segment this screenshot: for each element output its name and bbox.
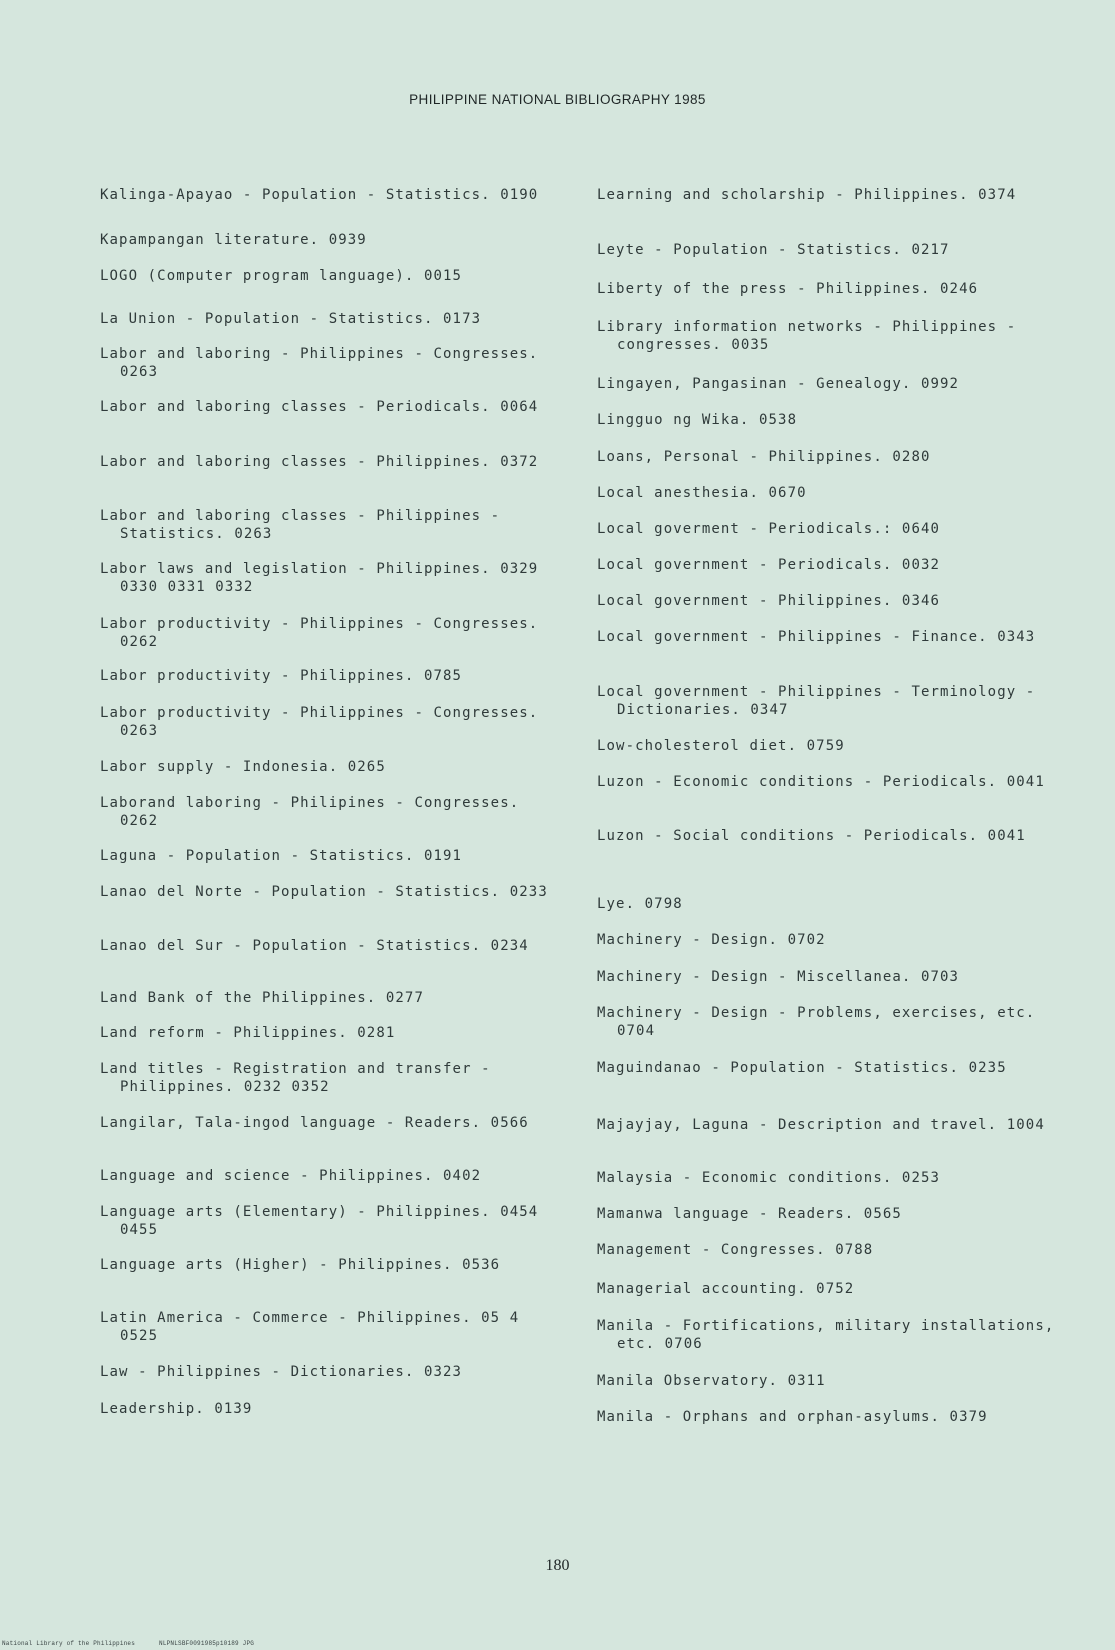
index-entry: Machinery - Design - Problems, exercises, etc. 0704 — [597, 1005, 1036, 1039]
index-entry: LOGO (Computer program language). 0015 — [100, 268, 463, 284]
index-entry: Mamanwa language - Readers. 0565 — [597, 1206, 902, 1222]
index-entry: Local goverment - Periodicals.: 0640 — [597, 521, 941, 537]
index-entry: Leadership. 0139 — [100, 1401, 253, 1417]
index-entry: Labor productivity - Philippines. 0785 — [100, 668, 463, 684]
index-entry: Local government - Philippines - Terminology - Dictionaries. 0347 — [597, 684, 1036, 718]
index-entry: Malaysia - Economic conditions. 0253 — [597, 1170, 941, 1186]
index-entry: Kalinga-Apayao - Population - Statistics. 0190 — [100, 187, 539, 203]
index-entry: Labor productivity - Philippines - Congresses. 0262 — [100, 616, 539, 650]
index-entry: Labor and laboring classes - Periodicals. 0064 — [100, 399, 539, 415]
index-entry: Language arts (Higher) - Philippines. 0536 — [100, 1257, 501, 1273]
index-entry: Land Bank of the Philippines. 0277 — [100, 990, 424, 1006]
index-entry: Local government - Periodicals. 0032 — [597, 557, 941, 573]
index-entry: Maguindanao - Population - Statistics. 0235 — [597, 1060, 1007, 1076]
index-entry: Leyte - Population - Statistics. 0217 — [597, 242, 950, 258]
footer-library: National Library of the Philippines — [2, 1640, 136, 1647]
index-entry: Labor and laboring classes - Philippines - Statistics. 0263 — [100, 508, 501, 542]
index-entry: Machinery - Design. 0702 — [597, 932, 826, 948]
scan-footer — [2, 1640, 254, 1647]
index-entry: Kapampangan literature. 0939 — [100, 232, 367, 248]
index-entry: Labor laws and legislation - Philippines. 0329 0330 0331 0332 — [100, 561, 539, 595]
index-entry: Labor and laboring - Philippines - Congresses. 0263 — [100, 346, 539, 380]
index-entry: Majayjay, Laguna - Description and travel. 1004 — [597, 1117, 1045, 1133]
index-entry: Laborand laboring - Philipines - Congresses. 0262 — [100, 795, 520, 829]
index-entry: Land titles - Registration and transfer - Philippines. 0232 0352 — [100, 1061, 491, 1095]
index-entry: Machinery - Design - Miscellanea. 0703 — [597, 969, 960, 985]
index-entry: Lanao del Sur - Population - Statistics. 0234 — [100, 938, 529, 954]
page-number: 180 — [545, 1557, 570, 1574]
index-entry: Manila - Fortifications, military installations, etc. 0706 — [597, 1318, 1055, 1352]
index-entry: Local anesthesia. 0670 — [597, 485, 807, 501]
index-entry: Lanao del Norte - Population - Statistics. 0233 — [100, 884, 548, 900]
index-entry: Lye. 0798 — [597, 896, 683, 912]
index-entry: Managerial accounting. 0752 — [597, 1281, 855, 1297]
index-entry: Liberty of the press - Philippines. 0246 — [597, 281, 979, 297]
index-entry: Latin America - Commerce - Philippines. 05 4 0525 — [100, 1310, 520, 1344]
index-entry: Management - Congresses. 0788 — [597, 1242, 874, 1258]
index-entry: Lingayen, Pangasinan - Genealogy. 0992 — [597, 376, 960, 392]
footer-file-ref: NLPNLSBF0091985p10189 JPG — [159, 1640, 255, 1647]
index-entry: Luzon - Economic conditions - Periodicals. 0041 — [597, 774, 1045, 790]
running-header: PHILIPPINE NATIONAL BIBLIOGRAPHY 1985 — [409, 92, 706, 107]
index-entry: Law - Philippines - Dictionaries. 0323 — [100, 1364, 463, 1380]
index-entry: Local government - Philippines. 0346 — [597, 593, 941, 609]
index-entry: Language and science - Philippines. 0402 — [100, 1168, 482, 1184]
index-entry: Manila - Orphans and orphan-asylums. 0379 — [597, 1409, 988, 1425]
index-entry: Local government - Philippines - Finance. 0343 — [597, 629, 1036, 645]
index-entry: Luzon - Social conditions - Periodicals. 0041 — [597, 828, 1026, 844]
index-entry: Manila Observatory. 0311 — [597, 1373, 826, 1389]
index-entry: Labor productivity - Philippines - Congresses. 0263 — [100, 705, 539, 739]
index-entry: Lingguo ng Wika. 0538 — [597, 412, 798, 428]
index-entry: Low-cholesterol diet. 0759 — [597, 738, 845, 754]
index-entry: Laguna - Population - Statistics. 0191 — [100, 848, 463, 864]
index-entry: Loans, Personal - Philippines. 0280 — [597, 449, 931, 465]
index-entry: Labor and laboring classes - Philippines. 0372 — [100, 454, 539, 470]
index-entry: Langilar, Tala-ingod language - Readers. 0566 — [100, 1115, 529, 1131]
index-entry: La Union - Population - Statistics. 0173 — [100, 311, 482, 327]
index-entry: Language arts (Elementary) - Philippines. 0454 0455 — [100, 1204, 539, 1238]
index-entry: Library information networks - Philippines - congresses. 0035 — [597, 319, 1017, 353]
index-entry: Land reform - Philippines. 0281 — [100, 1025, 396, 1041]
index-entry: Labor supply - Indonesia. 0265 — [100, 759, 386, 775]
index-entry: Learning and scholarship - Philippines. 0374 — [597, 187, 1017, 203]
